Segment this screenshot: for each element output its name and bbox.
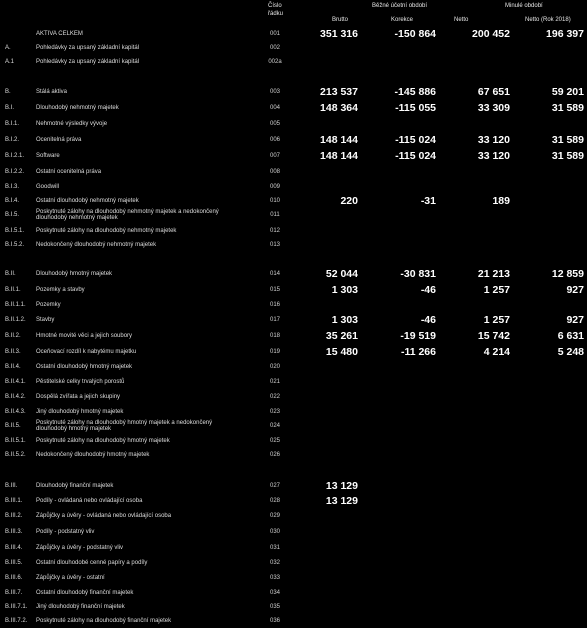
netto-value: 21 213: [477, 268, 510, 280]
row-line-number: 019: [269, 349, 280, 355]
row-number-header-line1: Číslo: [268, 3, 282, 9]
netto-value: 200 452: [472, 28, 510, 40]
row-label: Pohledávky za upsaný základní kapitál: [36, 45, 140, 51]
row-line-number: 002: [269, 45, 280, 51]
row-line-number: 021: [269, 379, 280, 385]
row-label: AKTIVA CELKEM: [36, 31, 83, 37]
brutto-value: 13 129: [325, 495, 358, 507]
table-row: [0, 195, 587, 207]
prev-netto-value: 927: [566, 284, 584, 296]
row-code: B.III.5.: [5, 560, 23, 566]
row-line-number: 024: [269, 423, 280, 429]
row-code: B.I.2.1.: [5, 153, 25, 159]
brutto-value: 35 261: [325, 330, 358, 342]
row-label: Ostatní dlouhodobý nehmotný majetek: [36, 198, 139, 204]
row-line-number: 005: [269, 121, 280, 127]
row-code: B.II.: [5, 271, 16, 277]
table-row: [0, 134, 587, 146]
row-label: Jiný dlouhodobý finanční majetek: [36, 604, 125, 610]
row-line-number: 022: [269, 394, 280, 400]
row-code: B.II.5.: [5, 423, 21, 429]
row-line-number: 011: [270, 212, 280, 218]
row-label: Goodwill: [36, 184, 60, 190]
brutto-value: 148 144: [320, 150, 358, 162]
row-label: Pozemky: [36, 302, 61, 308]
row-line-number: 006: [269, 137, 280, 143]
table-row: [0, 526, 587, 538]
korekce-value: -145 886: [394, 86, 436, 98]
netto-value: 15 742: [477, 330, 510, 342]
row-code: B.I.5.: [5, 212, 20, 218]
row-line-number: 002a: [268, 59, 282, 65]
row-label: Podíly - podstatný vliv: [36, 529, 95, 535]
row-label: Zápůjčky a úvěry - podstatný vliv: [36, 545, 124, 551]
table-row: [0, 420, 587, 434]
row-number-header-line2: řádku: [268, 11, 284, 17]
row-line-number: 016: [269, 302, 280, 308]
row-code: B.II.4.: [5, 364, 21, 370]
row-label: Poskytnuté zálohy na dlouhodobý hmotný majetek: [36, 438, 170, 444]
table-row: [0, 268, 587, 280]
table-row: [0, 480, 587, 492]
row-code: B.I.1.: [5, 121, 20, 127]
prev-netto-value: 31 589: [551, 134, 584, 146]
table-row: [0, 435, 587, 447]
table-row: [0, 225, 587, 237]
brutto-column-header: Brutto: [332, 17, 349, 23]
brutto-value: 1 303: [331, 314, 358, 326]
netto-value: 1 257: [483, 314, 510, 326]
row-line-number: 020: [269, 364, 280, 370]
row-label: Jiný dlouhodobý hmotný majetek: [36, 409, 124, 415]
row-label: Poskytnuté zálohy na dlouhodobý nehmotný majetek a nedokončený dlouhodobý nehmotný majetek: [36, 209, 219, 221]
row-label: Poskytnuté zálohy na dlouhodobý nehmotný majetek: [36, 228, 177, 234]
table-row: [0, 56, 587, 68]
table-row: [0, 572, 587, 584]
row-line-number: 026: [269, 452, 280, 458]
table-row: [0, 330, 587, 342]
row-code: B.III.: [5, 483, 18, 489]
korekce-column-header: Korekce: [391, 17, 414, 23]
row-label: Pozemky a stavby: [36, 287, 85, 293]
table-row: [0, 615, 587, 627]
previous-period-header: Minulé období: [505, 3, 543, 9]
korekce-value: -115 024: [395, 134, 436, 146]
table-row: [0, 42, 587, 54]
netto-value: 33 309: [477, 102, 510, 114]
korekce-value: -19 519: [400, 330, 436, 342]
table-row: [0, 102, 587, 114]
row-line-number: 031: [269, 545, 280, 551]
table-row: [0, 284, 587, 296]
row-code: B.I.2.2.: [5, 169, 25, 175]
row-line-number: 036: [269, 618, 280, 624]
row-line-number: 015: [269, 287, 280, 293]
brutto-value: 148 364: [320, 102, 358, 114]
row-code: B.III.1.: [5, 498, 23, 504]
korekce-value: -115 055: [395, 102, 436, 114]
brutto-value: 351 316: [320, 28, 358, 40]
prev-netto-value: 31 589: [551, 102, 584, 114]
table-row: [0, 166, 587, 178]
korekce-value: -30 831: [400, 268, 436, 280]
row-code: B.II.4.2.: [5, 394, 26, 400]
row-line-number: 027: [269, 483, 280, 489]
row-line-number: 029: [269, 513, 280, 519]
netto-value: 189: [492, 195, 510, 207]
row-line-number: 014: [269, 271, 280, 277]
row-code: B.I.5.2.: [5, 242, 25, 248]
row-label: Pohledávky za upsaný základní kapitál: [36, 59, 140, 65]
brutto-value: 52 044: [325, 268, 358, 280]
row-label: Nehmotné výsledky vývoje: [36, 121, 108, 127]
row-code: B.II.4.1.: [5, 379, 26, 385]
prev-netto-value: 927: [566, 314, 584, 326]
row-code: B.I.5.1.: [5, 228, 25, 234]
row-label: Ostatní dlouhodobé cenné papíry a podíly: [36, 560, 148, 566]
row-code: B.II.5.2.: [5, 452, 26, 458]
table-row: [0, 314, 587, 326]
prev-netto-value: 6 631: [557, 330, 584, 342]
row-line-number: 035: [269, 604, 280, 610]
row-label: Dlouhodobý finanční majetek: [36, 483, 114, 489]
netto-value: 33 120: [477, 134, 510, 146]
table-row: [0, 449, 587, 461]
row-code: B.II.1.1.: [5, 302, 26, 308]
netto-value: 33 120: [477, 150, 510, 162]
table-row: [0, 587, 587, 599]
row-code: B.III.3.: [5, 529, 23, 535]
row-label: Stavby: [36, 317, 55, 323]
korekce-value: -46: [420, 284, 436, 296]
table-row: [0, 28, 587, 40]
row-label: Oceňovací rozdíl k nabytému majetku: [36, 349, 137, 355]
row-label: Dlouhodobý nehmotný majetek: [36, 105, 119, 111]
row-line-number: 017: [269, 317, 280, 323]
current-period-header: Běžné účetní období: [372, 3, 428, 9]
row-label: Software: [36, 153, 60, 159]
korekce-value: -115 024: [395, 150, 436, 162]
row-label: Dospělá zvířata a jejich skupiny: [36, 394, 121, 400]
row-label: Ostatní dlouhodobý finanční majetek: [36, 590, 134, 596]
prev-netto-value: 5 248: [557, 346, 584, 358]
table-row: [0, 376, 587, 388]
table-row: [0, 495, 587, 507]
row-code: B.I.4.: [5, 198, 20, 204]
row-code: B.III.7.2.: [5, 618, 28, 624]
row-line-number: 033: [269, 575, 280, 581]
korekce-value: -150 864: [394, 28, 436, 40]
brutto-value: 213 537: [320, 86, 358, 98]
table-row: [0, 510, 587, 522]
row-label: Nedokončený dlouhodobý hmotný majetek: [36, 452, 150, 458]
row-line-number: 013: [269, 242, 280, 248]
table-row: [0, 346, 587, 358]
row-code: B.II.5.1.: [5, 438, 26, 444]
table-row: [0, 391, 587, 403]
row-code: B.III.7.: [5, 590, 23, 596]
row-line-number: 008: [269, 169, 280, 175]
row-line-number: 028: [269, 498, 280, 504]
brutto-value: 148 144: [320, 134, 358, 146]
row-code: B.III.7.1.: [5, 604, 28, 610]
row-line-number: 001: [269, 31, 280, 37]
row-label: Pěstitelské celky trvalých porostů: [36, 379, 125, 385]
korekce-value: -31: [420, 195, 436, 207]
row-code: B.I.: [5, 105, 15, 111]
row-line-number: 012: [269, 228, 280, 234]
brutto-value: 1 303: [331, 284, 358, 296]
prev-netto-value: 59 201: [551, 86, 584, 98]
table-row: [0, 406, 587, 418]
korekce-value: -11 266: [400, 346, 436, 358]
prev-netto-value: 31 589: [551, 150, 584, 162]
row-code: B.II.2.: [5, 333, 21, 339]
row-label: Zápůjčky a úvěry - ovládaná nebo ovládající osoba: [36, 513, 172, 519]
row-line-number: 004: [269, 105, 280, 111]
netto-value: 67 651: [477, 86, 510, 98]
row-line-number: 018: [269, 333, 280, 339]
table-row: [0, 557, 587, 569]
row-label: Poskytnuté zálohy na dlouhodobý hmotný majetek a nedokončený dlouhodobý hmotný majetek: [36, 420, 213, 432]
row-code: B.: [5, 89, 11, 95]
row-label: Ostatní ocenitelná práva: [36, 169, 102, 175]
row-label: Ostatní dlouhodobý hmotný majetek: [36, 364, 133, 370]
row-line-number: 003: [269, 89, 280, 95]
row-label: Zápůjčky a úvěry - ostatní: [36, 575, 105, 581]
row-line-number: 025: [269, 438, 280, 444]
row-label: Dlouhodobý hmotný majetek: [36, 271, 113, 277]
table-row: [0, 181, 587, 193]
prev-netto-value: 196 397: [546, 28, 584, 40]
row-code: B.I.2.: [5, 137, 20, 143]
row-label: Poskytnuté zálohy na dlouhodobý finanční majetek: [36, 618, 172, 624]
brutto-value: 220: [340, 195, 358, 207]
brutto-value: 13 129: [325, 480, 358, 492]
row-label: Nedokončený dlouhodobý nehmotný majetek: [36, 242, 157, 248]
prev-netto-value: 12 859: [551, 268, 584, 280]
row-code: B.II.1.2.: [5, 317, 26, 323]
row-line-number: 010: [269, 198, 280, 204]
row-label: Podíly - ovládaná nebo ovládající osoba: [36, 498, 143, 504]
row-line-number: 030: [269, 529, 280, 535]
korekce-value: -46: [420, 314, 436, 326]
table-row: [0, 86, 587, 98]
row-line-number: 009: [269, 184, 280, 190]
netto-value: 1 257: [483, 284, 510, 296]
row-line-number: 032: [269, 560, 280, 566]
row-label: Ocenitelná práva: [36, 137, 82, 143]
row-code: A.1: [5, 59, 15, 65]
row-code: A.: [5, 45, 11, 51]
table-row: [0, 299, 587, 311]
table-row: [0, 542, 587, 554]
row-line-number: 023: [269, 409, 280, 415]
row-line-number: 034: [269, 590, 280, 596]
table-row: [0, 239, 587, 251]
table-row: [0, 601, 587, 613]
row-label: Stálá aktiva: [36, 89, 68, 95]
row-label: Hmotné movité věci a jejich soubory: [36, 333, 133, 339]
row-code: B.III.4.: [5, 545, 23, 551]
row-code: B.III.6.: [5, 575, 23, 581]
row-line-number: 007: [269, 153, 280, 159]
row-code: B.II.3.: [5, 349, 21, 355]
row-code: B.II.1.: [5, 287, 21, 293]
netto-column-header: Netto: [454, 17, 469, 23]
brutto-value: 15 480: [325, 346, 358, 358]
table-row: [0, 150, 587, 162]
row-code: B.III.2.: [5, 513, 23, 519]
netto-value: 4 214: [483, 346, 510, 358]
table-row: [0, 118, 587, 130]
row-code: B.II.4.3.: [5, 409, 26, 415]
netto-previous-column-header: Netto (Rok 2018): [525, 17, 571, 23]
table-row: [0, 361, 587, 373]
row-code: B.I.3.: [5, 184, 20, 190]
table-row: [0, 209, 587, 223]
